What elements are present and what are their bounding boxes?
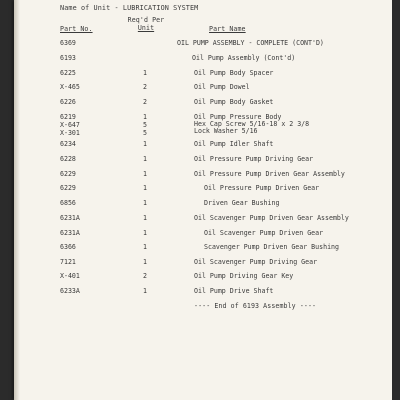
quantity: 1 <box>143 287 147 295</box>
part-number-list <box>60 113 80 137</box>
part-number: 6234 <box>60 140 76 148</box>
part-name: Hex Cap Screw 5/16-18 x 2 3/8 <box>194 120 310 128</box>
part-number: 6229 <box>60 184 76 192</box>
quantity: 1 <box>143 170 147 178</box>
part-number: 6229 <box>60 170 76 178</box>
quantity: 1 <box>143 113 147 121</box>
quantity: 1 <box>143 69 147 77</box>
table-row <box>14 54 392 66</box>
part-number: 6228 <box>60 155 76 163</box>
part-name: Oil Pressure Pump Driving Gear <box>194 155 314 163</box>
table-row <box>14 155 392 167</box>
part-name: Driven Gear Bushing <box>204 199 280 207</box>
table-row <box>14 272 392 284</box>
document-page <box>14 0 392 400</box>
part-number: 6231A <box>60 229 80 237</box>
part-name: Oil Pump Body Spacer <box>194 69 274 77</box>
table-row <box>14 83 392 95</box>
part-number: 6856 <box>60 199 76 207</box>
quantity: 2 <box>143 83 147 91</box>
part-name: Oil Pump Assembly (Cont'd) <box>192 54 296 62</box>
part-name: OIL PUMP ASSEMBLY - COMPLETE (CONT'D) <box>177 39 324 47</box>
quantity: 2 <box>143 272 147 280</box>
part-number: 6219 <box>60 113 76 121</box>
part-name: Oil Pressure Pump Driven Gear Assembly <box>194 170 345 178</box>
table-row <box>14 170 392 182</box>
part-number: 6225 <box>60 69 76 77</box>
table-row <box>14 39 392 51</box>
table-row-group <box>14 113 392 139</box>
part-number: X-647 <box>60 121 80 129</box>
header-unit: Unit <box>137 24 155 32</box>
part-number: 7121 <box>60 258 76 266</box>
part-name: Oil Pump Drive Shaft <box>194 287 274 295</box>
assembly-end-note: ---- End of 6193 Assembly ---- <box>194 302 317 310</box>
quantity: 2 <box>143 98 147 106</box>
quantity: 5 <box>143 129 147 137</box>
table-row <box>14 140 392 152</box>
part-number: 6233A <box>60 287 80 295</box>
header-part-no: Part No. <box>60 25 93 33</box>
part-number: X-465 <box>60 83 80 91</box>
part-number: X-401 <box>60 272 80 280</box>
part-number: 6369 <box>60 39 76 47</box>
part-number: 6193 <box>60 54 76 62</box>
part-name: Oil Pump Dowel <box>194 83 250 91</box>
quantity: 1 <box>143 243 147 251</box>
part-number: 6231A <box>60 214 80 222</box>
quantity: 1 <box>143 140 147 148</box>
quantity: 1 <box>143 199 147 207</box>
part-name: Oil Pressure Pump Driven Gear <box>204 184 320 192</box>
part-number: X-301 <box>60 129 80 137</box>
table-row <box>14 184 392 196</box>
part-name: Oil Pump Driving Gear Key <box>194 272 294 280</box>
part-number: 6226 <box>60 98 76 106</box>
quantity: 5 <box>143 121 147 129</box>
part-name: Oil Scavenger Pump Driven Gear Assembly <box>194 214 349 222</box>
part-name: Oil Scavenger Pump Driving Gear <box>194 258 318 266</box>
header-reqd-per: Req'd Per <box>127 16 165 24</box>
quantity: 1 <box>143 229 147 237</box>
table-row <box>14 98 392 110</box>
table-row <box>14 229 392 241</box>
quantity: 1 <box>143 258 147 266</box>
header-part-name: Part Name <box>209 25 246 33</box>
part-name: Oil Pump Body Gasket <box>194 98 274 106</box>
part-name: Scavenger Pump Driven Gear Bushing <box>204 243 339 251</box>
quantity: 1 <box>143 155 147 163</box>
table-row <box>14 243 392 255</box>
table-row <box>14 258 392 270</box>
table-row <box>14 287 392 299</box>
table-row <box>14 199 392 211</box>
table-row <box>14 214 392 226</box>
quantity: 1 <box>143 214 147 222</box>
part-name: Lock Washer 5/16 <box>194 127 258 135</box>
part-number: 6366 <box>60 243 76 251</box>
part-name: Oil Pump Pressure Body <box>194 113 282 121</box>
quantity: 1 <box>143 184 147 192</box>
part-name: Oil Scavenger Pump Driven Gear <box>204 229 324 237</box>
part-name: Oil Pump Idler Shaft <box>194 140 274 148</box>
table-row <box>14 69 392 81</box>
unit-title: Name of Unit - LUBRICATION SYSTEM <box>60 4 199 12</box>
quantity-list <box>140 113 150 137</box>
